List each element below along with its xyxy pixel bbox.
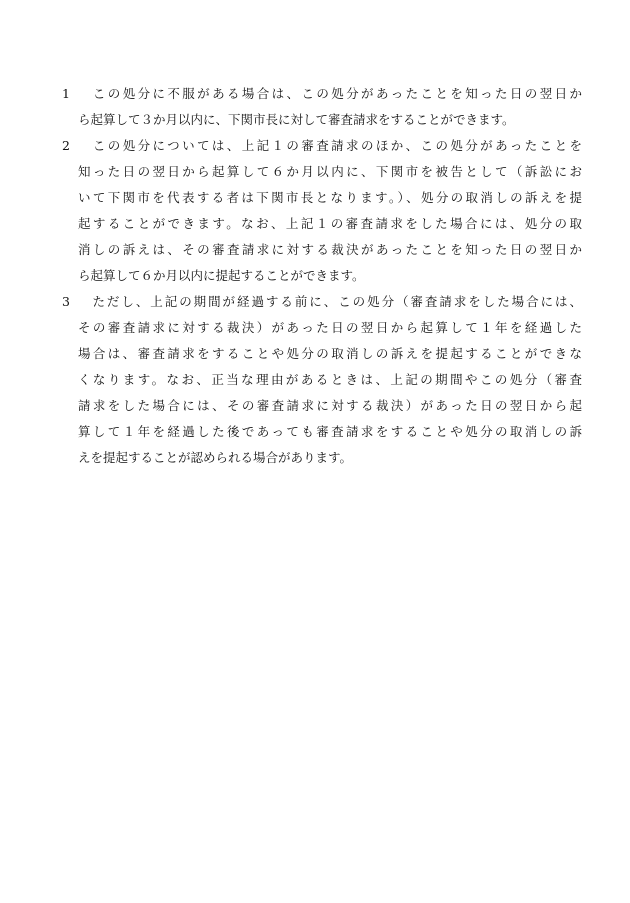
clause-number: 1	[62, 86, 70, 101]
clause-line: 請求をした場合には、その審査請求に対する裁決）があった日の翌日から起	[78, 398, 582, 413]
clause-number: 3	[62, 294, 70, 309]
clause-line: 場合は、審査請求をすることや処分の取消しの訴えを提起することができな	[78, 346, 582, 361]
clause-line: 知った日の翌日から起算して６か月以内に、下関市を被告として（訴訟にお	[78, 164, 582, 179]
clause-line: えを提起することが認められる場合があります。	[78, 450, 353, 465]
clause-1	[62, 81, 582, 133]
clause-line: その審査請求に対する裁決）があった日の翌日から起算して１年を経過した	[78, 320, 582, 335]
clause-line: ら起算して３か月以内に、下関市長に対して審査請求をすることができます。	[78, 112, 515, 127]
clause-line: この処分に不服がある場合は、この処分があったことを知った日の翌日か	[78, 86, 582, 101]
clause-line: 消しの訴えは、その審査請求に対する裁決があったことを知った日の翌日か	[78, 242, 582, 257]
clause-line: 算して１年を経過した後であっても審査請求をすることや処分の取消しの訴	[78, 424, 582, 439]
clause-line: 起することができます。なお、上記１の審査請求をした場合には、処分の取	[78, 216, 582, 231]
clause-line: ただし、上記の期間が経過する前に、この処分（審査請求をした場合には、	[78, 294, 582, 309]
clause-line: ら起算して６か月以内に提起することができます。	[78, 268, 365, 283]
clause-line: この処分については、上記１の審査請求のほか、この処分があったことを	[78, 138, 582, 153]
appeal-notice	[62, 81, 582, 471]
clause-2	[62, 133, 582, 289]
clause-line: いて下関市を代表する者は下関市長となります。）、処分の取消しの訴えを提	[78, 190, 582, 205]
clause-line: くなります。なお、正当な理由があるときは、上記の期間やこの処分（審査	[78, 372, 582, 387]
clause-3	[62, 289, 582, 471]
clause-number: 2	[62, 138, 70, 153]
